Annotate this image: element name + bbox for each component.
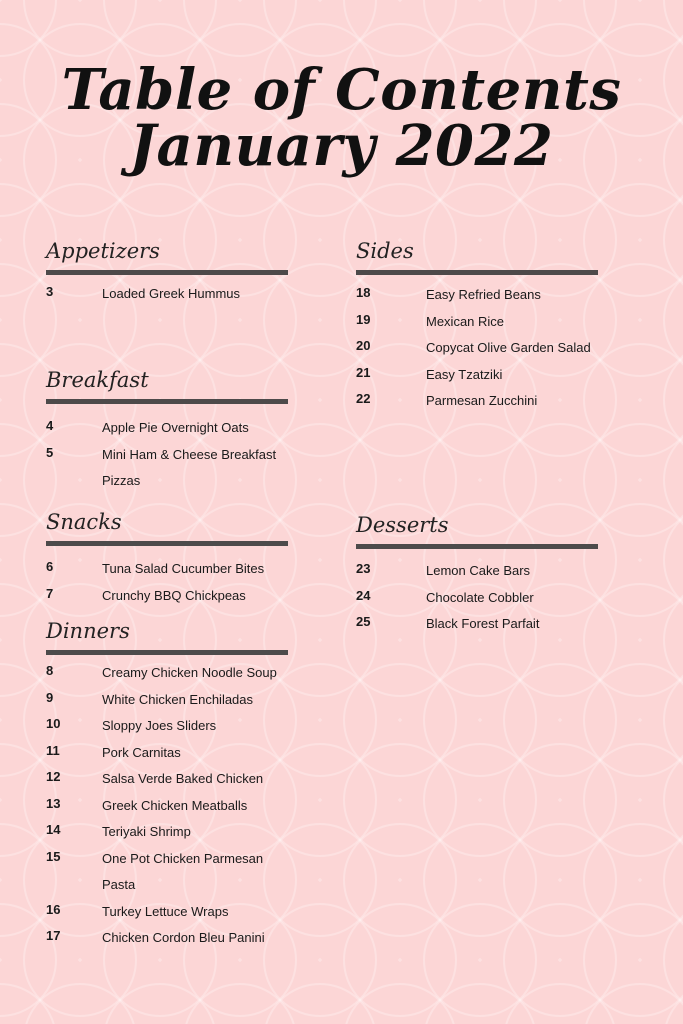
recipe-name: Lemon Cake Bars bbox=[426, 563, 531, 578]
recipe-name: Parmesan Zucchini bbox=[426, 393, 538, 408]
page-number: 21 bbox=[356, 364, 371, 380]
section-divider bbox=[46, 650, 288, 655]
section-heading: Desserts bbox=[356, 513, 449, 537]
recipe-name: One Pot Chicken Parmesan bbox=[102, 850, 264, 866]
recipe-name: Crunchy BBQ Chickpeas bbox=[102, 587, 246, 603]
section-desserts bbox=[356, 512, 598, 631]
page-number: 24 bbox=[356, 587, 371, 603]
recipe-name: Chocolate Cobbler bbox=[426, 589, 534, 605]
page-number: 23 bbox=[356, 561, 371, 576]
section-heading: Breakfast bbox=[46, 368, 149, 392]
page-number: 14 bbox=[46, 822, 61, 837]
recipe-name-continued: Pizzas bbox=[102, 472, 141, 488]
recipe-name: Easy Tzatziki bbox=[426, 366, 503, 382]
page-number: 11 bbox=[46, 742, 60, 758]
section-divider bbox=[46, 270, 288, 275]
page-number: 5 bbox=[46, 444, 54, 460]
section-appetizers bbox=[46, 238, 288, 301]
recipe-name: Creamy Chicken Noodle Soup bbox=[102, 665, 277, 680]
page-number: 4 bbox=[46, 418, 54, 433]
recipe-name: White Chicken Enchiladas bbox=[102, 691, 254, 707]
recipe-name: Pork Carnitas bbox=[102, 744, 181, 760]
recipe-name: Salsa Verde Baked Chicken bbox=[102, 771, 264, 786]
recipe-name: Easy Refried Beans bbox=[426, 287, 541, 302]
recipe-name: Black Forest Parfait bbox=[426, 616, 540, 631]
page-number: 10 bbox=[46, 716, 61, 731]
section-divider bbox=[356, 544, 598, 549]
recipe-name: Mexican Rice bbox=[426, 313, 505, 329]
recipe-name: Loaded Greek Hummus bbox=[102, 286, 241, 301]
recipe-name: Turkey Lettuce Wraps bbox=[102, 903, 229, 919]
page-number: 19 bbox=[356, 311, 371, 327]
section-snacks bbox=[46, 509, 288, 603]
page-number: 20 bbox=[356, 338, 371, 353]
recipe-name: Teriyaki Shrimp bbox=[102, 824, 191, 839]
recipe-name: Sloppy Joes Sliders bbox=[102, 718, 217, 733]
section-divider bbox=[356, 270, 598, 275]
page-number: 16 bbox=[46, 901, 61, 917]
section-heading: Sides bbox=[356, 239, 414, 263]
section-breakfast bbox=[46, 367, 288, 488]
page-number: 8 bbox=[46, 663, 54, 678]
recipe-name: Tuna Salad Cucumber Bites bbox=[102, 561, 265, 576]
section-dinners bbox=[46, 618, 288, 945]
page-number: 17 bbox=[46, 928, 61, 943]
page-number: 13 bbox=[46, 795, 61, 811]
recipe-name-continued: Pasta bbox=[102, 876, 136, 892]
page-number: 3 bbox=[46, 284, 54, 299]
recipe-name: Copycat Olive Garden Salad bbox=[426, 340, 591, 355]
section-heading: Dinners bbox=[46, 619, 130, 643]
section-divider bbox=[46, 541, 288, 546]
page-number: 7 bbox=[46, 585, 54, 601]
section-heading: Snacks bbox=[46, 510, 122, 534]
page-number: 25 bbox=[356, 614, 371, 629]
page-number: 22 bbox=[356, 391, 371, 406]
recipe-name: Mini Ham & Cheese Breakfast bbox=[102, 446, 277, 462]
section-sides bbox=[356, 238, 598, 408]
page-subtitle: January 2022 bbox=[129, 113, 554, 179]
recipe-name: Chicken Cordon Bleu Panini bbox=[102, 930, 265, 945]
section-divider bbox=[46, 399, 288, 404]
section-heading: Appetizers bbox=[46, 239, 160, 263]
page-number: 12 bbox=[46, 769, 61, 784]
recipe-name: Greek Chicken Meatballs bbox=[102, 797, 248, 813]
page-number: 6 bbox=[46, 559, 54, 574]
recipe-name: Apple Pie Overnight Oats bbox=[102, 420, 249, 435]
page-title: Table of Contents bbox=[61, 57, 622, 123]
page-number: 18 bbox=[356, 285, 371, 300]
page-number: 15 bbox=[46, 848, 61, 864]
page-number: 9 bbox=[46, 689, 54, 705]
